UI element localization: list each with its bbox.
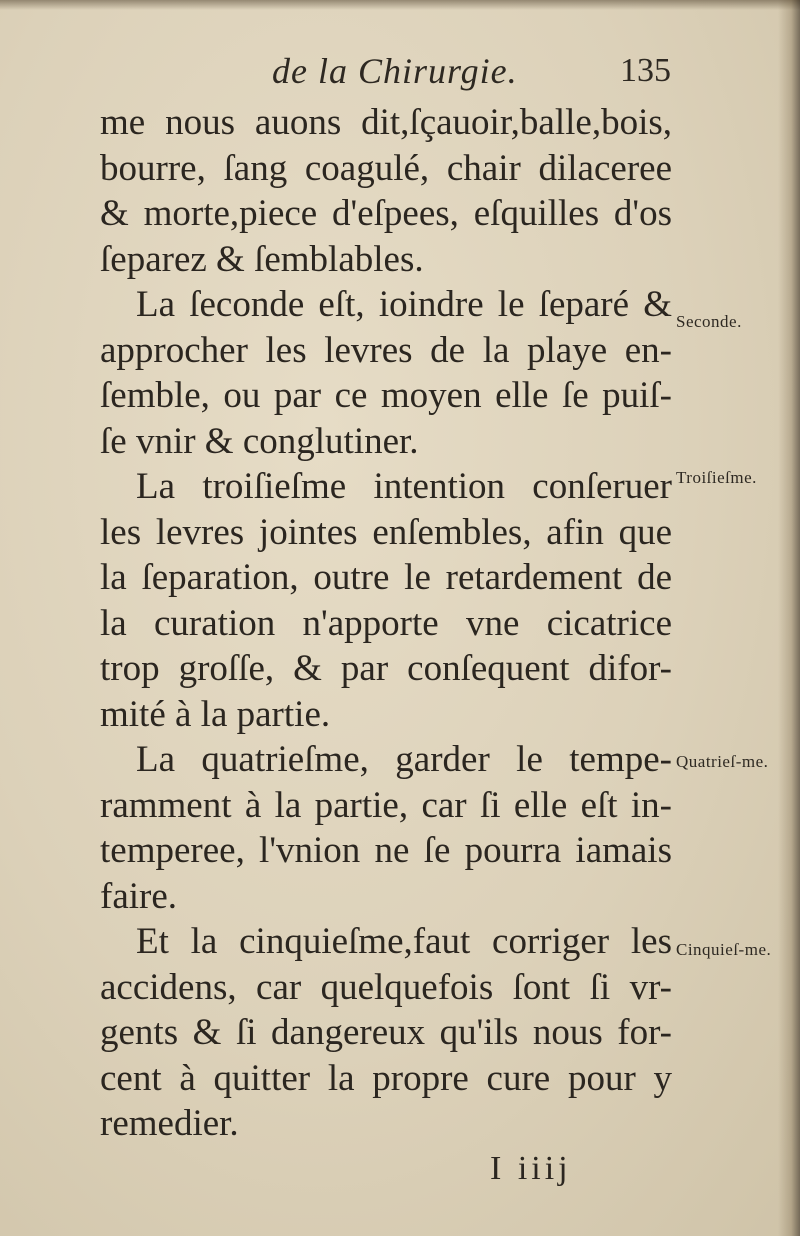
text-line: & morte,piece d'eſpees, eſquilles d'os: [100, 193, 672, 234]
text-line: remedier.: [100, 1103, 239, 1144]
text-line: gents & ſi dangereux qu'ils nous for-: [100, 1012, 672, 1053]
page-number: 135: [620, 52, 671, 89]
text-line: faire.: [100, 875, 178, 917]
margin-note-troisiesme: Troiſieſme.: [676, 468, 757, 487]
text-line: les levres jointes enſembles, afin que: [100, 511, 672, 553]
signature-mark: I iiij: [490, 1150, 572, 1187]
text-line: ſe vnir & conglutiner.: [100, 420, 419, 462]
page-gutter-shadow: [778, 0, 800, 1236]
text-line: approcher les levres de la playe en-: [100, 329, 672, 371]
text-line: mité à la partie.: [100, 693, 331, 735]
text-line: La troiſieſme intention conſeruer: [136, 466, 672, 507]
text-line: me nous auons dit,ſçauoir,balle,bois,: [100, 102, 672, 143]
text-line: ſeparez & ſemblables.: [100, 238, 424, 280]
page-header: [0, 50, 800, 100]
text-line: Et la cinquieſme,faut corriger les: [136, 921, 672, 962]
page-footer: [0, 1150, 800, 1200]
margin-note-quatriesme: Quatrieſ-me.: [676, 752, 769, 771]
text-line: temperee, l'vnion ne ſe pourra iamais: [100, 830, 672, 871]
text-line: accidens, car quelquefois ſont ſi vr-: [100, 966, 672, 1008]
margin-note-cinquiesme: Cinquieſ-me.: [676, 940, 772, 959]
text-line: bourre, ſang coagulé, chair dilaceree: [100, 147, 672, 189]
text-line: La quatrieſme, garder le tempe-: [136, 739, 672, 780]
text-line: ramment à la partie, car ſi elle eſt in-: [100, 784, 672, 826]
text-line: la ſeparation, outre le retardement de: [100, 557, 672, 598]
text-line: La ſeconde eſt, ioindre le ſeparé &: [136, 284, 672, 325]
text-line: la curation n'apporte vne cicatrice: [100, 602, 672, 644]
body-text: [100, 100, 672, 1147]
margin-note-seconde: Seconde.: [676, 312, 742, 331]
running-title: de la Chirurgie.: [272, 51, 518, 91]
text-line: cent à quitter la propre cure pour y: [100, 1057, 672, 1099]
text-line: trop groſſe, & par conſequent difor-: [100, 648, 672, 689]
page-top-shadow: [0, 0, 800, 10]
text-line: ſemble, ou par ce moyen elle ſe puiſ-: [100, 375, 672, 416]
